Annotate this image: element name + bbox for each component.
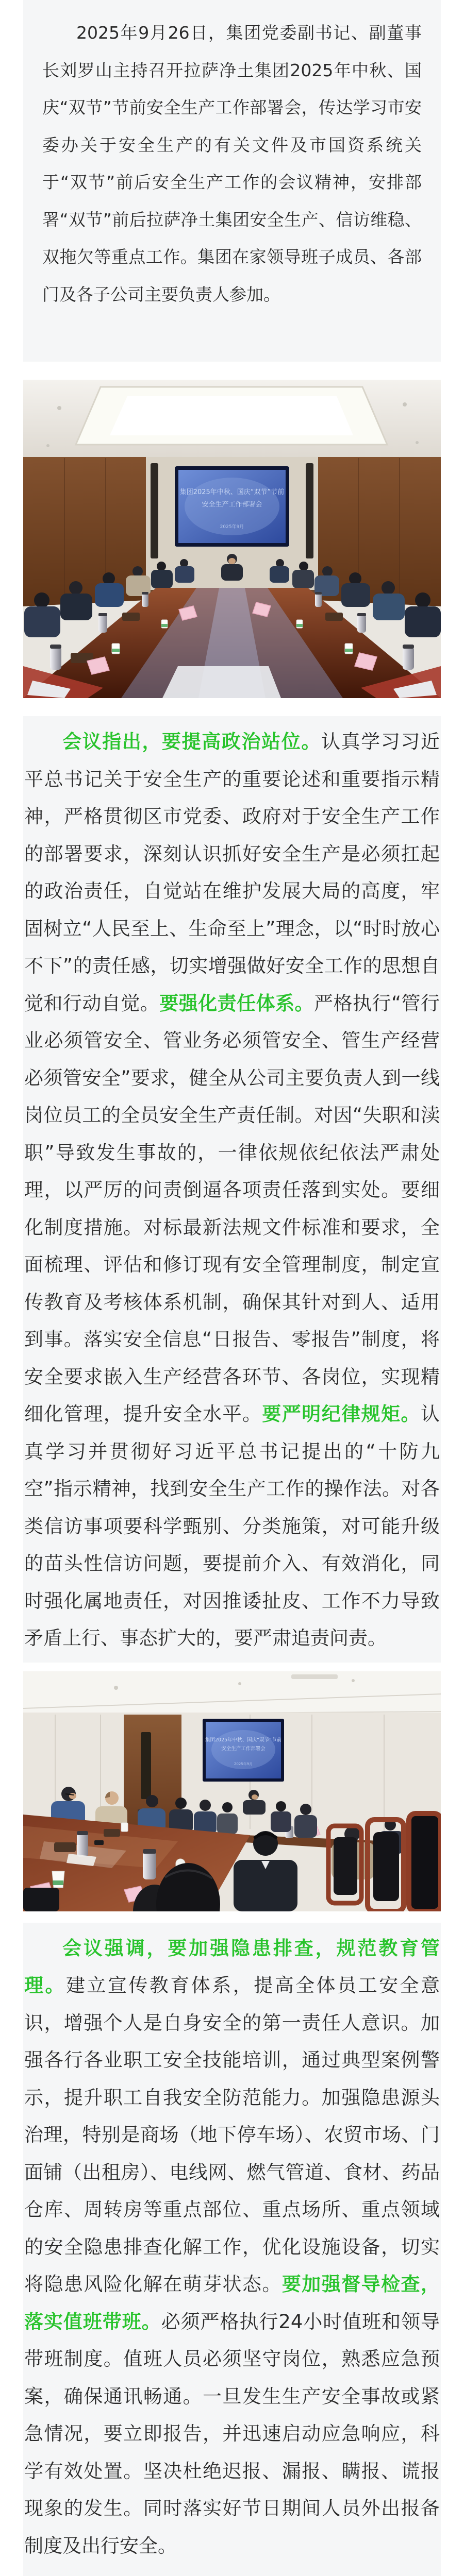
presentation-screen [203,1719,284,1782]
speaker-left [151,463,158,558]
speaker-right [306,463,313,558]
screen-title-line2: 安全生产工作部署会 [202,500,262,509]
screen-title-line1: 集团2025年中秋、国庆“双节”节前 [205,1737,282,1743]
thermos-flask [77,1833,88,1857]
phone [94,1840,104,1845]
screen-title-line2: 安全生产工作部署会 [221,1745,266,1752]
paper-cup [52,1871,64,1888]
speaker [141,1732,151,1799]
meeting-points-section [23,716,441,1663]
body-text: 认真学习并贯彻好习近平总书记提出的“十防九空”指示精神，找到安全生产工作的操作法。对各类信访事项要科学甄别、分类施策，对可能升级的苗头性信访问题，要提前介入、有效消化，同时强化属地责任，对因推诿扯皮、工作不力导致矛盾上行、事态扩大的，要严肃追责问责。 [24,1403,440,1649]
meeting-photo-side-view [23,1671,441,1911]
section-gap [23,698,441,716]
body-text: 必须严格执行24小时值班和领导带班制度。值班人员必须坚守岗位，熟悉应急预案，确保通讯畅通。一旦发生生产安全事故或紧急情况，要立即报告，并迅速启动应急响应，科学有效处置。坚决杜绝迟报、漏报、瞒报、谎报现象的发生。同时落实好节日期间人员外出报备制度及出行安全。 [24,2311,440,2557]
body-text: 认真学习习近平总书记关于安全生产的重要论述和重要指示精神，严格贯彻区市党委、政府对于安全生产工作的部署要求，深刻认识抓好安全生产是必须扛起的政治责任，自觉站在维护发展大局的高度，牢固树立“人民至上、生命至上”理念，以“时时放心不下”的责任感，切实增强做好安全工作的思想自觉和行动自觉。 [24,731,440,1014]
meeting-photo-front-view [23,380,441,698]
presentation-screen [175,466,289,547]
body-text: 建立宣传教育体系，提高全体员工安全意识，增强个人是自身安全的第一责任人意识。加强各行各业职工安全技能培训，通过典型案例警示，提升职工自我安全防范能力。加强隐患源头治理，特别是商场（地下停车场）、农贸市场、门面铺（出租房）、电线网、燃气管道、食材、药品仓库、周转房等重点部位、重点场所、重点领域的安全隐患排查化解工作，优化设施设备，切实将隐患风险化解在萌芽状态。 [24,1974,440,2295]
article-content-column [23,0,441,2576]
ceiling-lights [23,380,441,458]
tissue-box [54,1842,76,1852]
screen-date: 2025年9月 [220,523,244,530]
section-gap [23,1911,441,1923]
meeting-points-paragraph [24,723,440,1657]
meeting-emphasis-paragraph [24,1930,440,2565]
highlight-phrase: 要加强督导检查，落实值班带班。 [24,2273,440,2333]
table-runner-paper [162,666,281,698]
ceiling [23,1671,441,1717]
intro-section [23,0,441,362]
meeting-emphasis-section [23,1923,441,2576]
screen-date: 2025年9月 [234,1761,253,1766]
tissue-box [104,1829,120,1837]
body-text: 严格执行“管行业必须管安全、管业务必须管安全、管生产经营必须管安全”要求，健全从公司主要负责人到一线岗位员工的全员安全生产责任制。对因“失职和渎职”导致发生事故的，一律依规依纪依法严肃处理，以严厉的问责倒逼各项责任落到实处。要细化制度措施。对标最新法规文件标准和要求，全面梳理、评估和修订现有安全管理制度，制定宣传教育及考核体系机制，确保其针对到人、适用到事。落实安全信息“日报告、零报告”制度，将安全要求嵌入生产经营各环节、各岗位，实现精细化管理，提升安全水平。 [24,992,440,1426]
section-gap [23,362,441,380]
thermos-flask [143,1852,156,1879]
screen-title-line1: 集团2025年中秋、国庆“双节”节前 [180,488,285,496]
highlight-phrase: 要严明纪律规矩。 [262,1403,421,1425]
intro-paragraph: 2025年9月26日，集团党委副书记、副董事长刘罗山主持召开拉萨净土集团2025年中秋、国庆“双节”节前安全生产工作部署会，传达学习市安委办关于安全生产的有关文件及市国资系统关于“双节”前后安全生产工作的会议精神，安排部署“双节”前后拉萨净土集团安全生产、信访维稳、双拖欠等重点工作。集团在家领导班子成员、各部门及各子公司主要负责人参加。 [42,14,422,313]
highlight-phrase: 要强化责任体系。 [159,992,314,1014]
highlight-phrase: 会议指出，要提高政治站位。 [62,731,321,753]
section-gap [23,1663,441,1671]
highlight-phrase: 会议强调，要加强隐患排查，规范教育管理。 [24,1937,440,1997]
